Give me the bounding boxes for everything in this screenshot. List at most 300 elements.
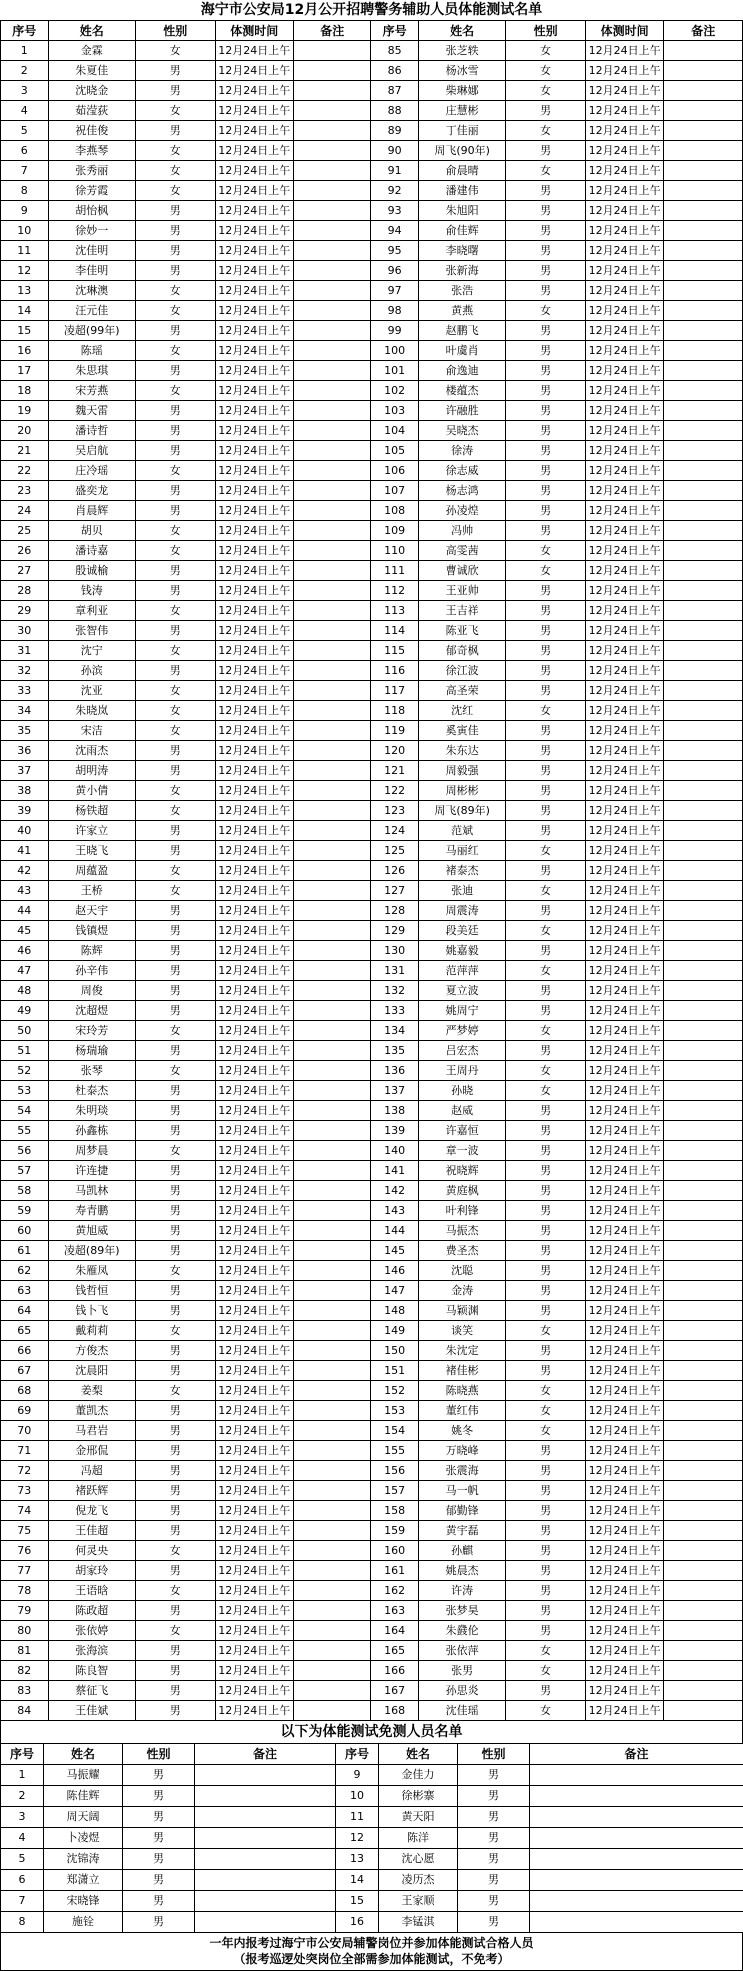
name-cell: 马振杰 — [418, 1221, 505, 1241]
remark-cell — [664, 521, 743, 541]
test-time-cell: 12月24日上午 — [215, 1121, 294, 1141]
name-cell: 陈瑶 — [48, 341, 135, 361]
table-row — [1, 861, 743, 881]
seq-cell: 92 — [371, 181, 419, 201]
test-time-cell: 12月24日上午 — [215, 181, 294, 201]
header-cell: 备注 — [530, 1744, 743, 1765]
remark-cell — [294, 1641, 371, 1661]
test-time-cell: 12月24日上午 — [585, 101, 664, 121]
name-cell: 谈笑 — [418, 1321, 505, 1341]
name-cell: 金霖 — [48, 41, 135, 61]
gender-cell: 男 — [506, 621, 586, 641]
gender-cell: 男 — [506, 281, 586, 301]
seq-cell: 149 — [371, 1321, 419, 1341]
remark-cell — [664, 581, 743, 601]
table-row — [1, 1661, 743, 1681]
seq-cell: 111 — [371, 561, 419, 581]
seq-cell: 57 — [1, 1161, 49, 1181]
name-cell: 沈心愿 — [379, 1849, 458, 1870]
seq-cell: 87 — [371, 81, 419, 101]
test-time-cell: 12月24日上午 — [215, 841, 294, 861]
remark-cell — [664, 281, 743, 301]
name-cell: 张芝轶 — [418, 41, 505, 61]
table-row — [1, 261, 743, 281]
name-cell: 何灵央 — [48, 1541, 135, 1561]
name-cell: 沈雨杰 — [48, 741, 135, 761]
seq-cell: 35 — [1, 721, 49, 741]
name-cell: 金佳力 — [379, 1765, 458, 1786]
test-time-cell: 12月24日上午 — [215, 1361, 294, 1381]
remark-cell — [664, 801, 743, 821]
seq-cell: 163 — [371, 1601, 419, 1621]
seq-cell: 80 — [1, 1621, 49, 1641]
table-row — [1, 1261, 743, 1281]
seq-cell: 15 — [336, 1891, 379, 1912]
gender-cell: 男 — [135, 61, 215, 81]
name-cell: 孙滨 — [48, 661, 135, 681]
gender-cell: 女 — [135, 341, 215, 361]
name-cell: 孙思炎 — [418, 1681, 505, 1701]
remark-cell — [294, 341, 371, 361]
remark-cell — [294, 501, 371, 521]
test-time-cell: 12月24日上午 — [215, 1541, 294, 1561]
gender-cell: 男 — [135, 1301, 215, 1321]
exempt-row — [1, 1870, 743, 1891]
remark-cell — [294, 661, 371, 681]
remark-cell — [294, 141, 371, 161]
table-row — [1, 1221, 743, 1241]
name-cell: 褚泰杰 — [418, 861, 505, 881]
name-cell: 俞佳辉 — [418, 221, 505, 241]
remark-cell — [195, 1912, 336, 1933]
name-cell: 胡明涛 — [48, 761, 135, 781]
seq-cell: 119 — [371, 721, 419, 741]
name-cell: 万晓峰 — [418, 1441, 505, 1461]
name-cell: 叶利锋 — [418, 1201, 505, 1221]
seq-cell: 12 — [1, 261, 49, 281]
remark-cell — [664, 501, 743, 521]
table-row — [1, 421, 743, 441]
name-cell: 魏天雷 — [48, 401, 135, 421]
test-time-cell: 12月24日上午 — [585, 741, 664, 761]
table-row — [1, 941, 743, 961]
test-time-cell: 12月24日上午 — [215, 61, 294, 81]
test-time-cell: 12月24日上午 — [215, 381, 294, 401]
seq-cell: 8 — [1, 181, 49, 201]
remark-cell — [664, 1001, 743, 1021]
gender-cell: 男 — [506, 421, 586, 441]
seq-cell: 122 — [371, 781, 419, 801]
remark-cell — [294, 1141, 371, 1161]
test-time-cell: 12月24日上午 — [215, 1281, 294, 1301]
gender-cell: 男 — [135, 1281, 215, 1301]
test-time-cell: 12月24日上午 — [215, 601, 294, 621]
table-row — [1, 221, 743, 241]
gender-cell: 男 — [135, 1701, 215, 1721]
remark-cell — [294, 81, 371, 101]
exempt-table — [0, 1743, 743, 1933]
name-cell: 沈琳澳 — [48, 281, 135, 301]
table-row — [1, 541, 743, 561]
table-row — [1, 1161, 743, 1181]
seq-cell: 1 — [1, 1765, 44, 1786]
name-cell: 李锰淇 — [379, 1912, 458, 1933]
seq-cell: 161 — [371, 1561, 419, 1581]
name-cell: 许连捷 — [48, 1161, 135, 1181]
remark-cell — [294, 1341, 371, 1361]
table-row — [1, 461, 743, 481]
gender-cell: 女 — [506, 1321, 586, 1341]
remark-cell — [664, 661, 743, 681]
test-time-cell: 12月24日上午 — [215, 561, 294, 581]
header-cell: 体测时间 — [585, 21, 664, 41]
gender-cell: 男 — [135, 241, 215, 261]
remark-cell — [664, 1101, 743, 1121]
name-cell: 郁奇枫 — [418, 641, 505, 661]
name-cell: 金邢侃 — [48, 1441, 135, 1461]
name-cell: 陈洋 — [379, 1828, 458, 1849]
remark-cell — [664, 621, 743, 641]
test-time-cell: 12月24日上午 — [585, 1561, 664, 1581]
gender-cell: 男 — [135, 1361, 215, 1381]
name-cell: 杨瑞瑜 — [48, 1041, 135, 1061]
name-cell: 叶虞肖 — [418, 341, 505, 361]
name-cell: 潘建伟 — [418, 181, 505, 201]
gender-cell: 男 — [506, 1041, 586, 1061]
seq-cell: 77 — [1, 1561, 49, 1581]
name-cell: 周梦晨 — [48, 1141, 135, 1161]
remark-cell — [294, 521, 371, 541]
test-time-cell: 12月24日上午 — [585, 1061, 664, 1081]
remark-cell — [664, 161, 743, 181]
seq-cell: 154 — [371, 1421, 419, 1441]
remark-cell — [294, 1321, 371, 1341]
remark-cell — [294, 681, 371, 701]
seq-cell: 123 — [371, 801, 419, 821]
name-cell: 陈佳辉 — [44, 1786, 123, 1807]
name-cell: 王周丹 — [418, 1061, 505, 1081]
table-row — [1, 1461, 743, 1481]
table-row — [1, 1421, 743, 1441]
name-cell: 徐妙一 — [48, 221, 135, 241]
remark-cell — [294, 841, 371, 861]
test-time-cell: 12月24日上午 — [585, 561, 664, 581]
gender-cell: 男 — [135, 1421, 215, 1441]
seq-cell: 108 — [371, 501, 419, 521]
gender-cell: 女 — [506, 1701, 586, 1721]
seq-cell: 88 — [371, 101, 419, 121]
gender-cell: 男 — [135, 921, 215, 941]
table-row — [1, 381, 743, 401]
gender-cell: 男 — [135, 1001, 215, 1021]
test-time-cell: 12月24日上午 — [585, 1421, 664, 1441]
remark-cell — [664, 121, 743, 141]
name-cell: 董凯杰 — [48, 1401, 135, 1421]
gender-cell: 女 — [506, 1381, 586, 1401]
test-time-cell: 12月24日上午 — [215, 1501, 294, 1521]
gender-cell: 男 — [506, 681, 586, 701]
test-time-cell: 12月24日上午 — [585, 961, 664, 981]
name-cell: 徐江波 — [418, 661, 505, 681]
test-time-cell: 12月24日上午 — [215, 281, 294, 301]
seq-cell: 5 — [1, 1849, 44, 1870]
seq-cell: 98 — [371, 301, 419, 321]
table-row — [1, 1201, 743, 1221]
gender-cell: 女 — [135, 1381, 215, 1401]
remark-cell — [294, 821, 371, 841]
seq-cell: 45 — [1, 921, 49, 941]
gender-cell: 男 — [135, 1221, 215, 1241]
remark-cell — [664, 1381, 743, 1401]
gender-cell: 女 — [135, 1141, 215, 1161]
remark-cell — [294, 861, 371, 881]
gender-cell: 女 — [135, 281, 215, 301]
name-cell: 郁勤锋 — [418, 1501, 505, 1521]
remark-cell — [294, 1401, 371, 1421]
name-cell: 殷诚榆 — [48, 561, 135, 581]
seq-cell: 2 — [1, 61, 49, 81]
name-cell: 马凯林 — [48, 1181, 135, 1201]
name-cell: 杨冰雪 — [418, 61, 505, 81]
seq-cell: 117 — [371, 681, 419, 701]
test-time-cell: 12月24日上午 — [585, 1341, 664, 1361]
remark-cell — [294, 421, 371, 441]
name-cell: 黄燕 — [418, 301, 505, 321]
name-cell: 曹诚欣 — [418, 561, 505, 581]
remark-cell — [664, 1401, 743, 1421]
gender-cell: 男 — [135, 1241, 215, 1261]
gender-cell: 男 — [135, 1481, 215, 1501]
test-time-cell: 12月24日上午 — [585, 721, 664, 741]
seq-cell: 28 — [1, 581, 49, 601]
table-row — [1, 321, 743, 341]
test-time-cell: 12月24日上午 — [215, 1641, 294, 1661]
seq-cell: 54 — [1, 1101, 49, 1121]
test-time-cell: 12月24日上午 — [585, 521, 664, 541]
test-time-cell: 12月24日上午 — [585, 441, 664, 461]
table-row — [1, 1621, 743, 1641]
test-time-cell: 12月24日上午 — [585, 941, 664, 961]
seq-cell: 61 — [1, 1241, 49, 1261]
seq-cell: 38 — [1, 781, 49, 801]
remark-cell — [664, 381, 743, 401]
gender-cell: 女 — [506, 1641, 586, 1661]
gender-cell: 女 — [506, 161, 586, 181]
remark-cell — [294, 201, 371, 221]
remark-cell — [664, 1021, 743, 1041]
table-row — [1, 741, 743, 761]
gender-cell: 女 — [135, 1021, 215, 1041]
header-cell: 备注 — [664, 21, 743, 41]
name-cell: 楼蕴杰 — [418, 381, 505, 401]
exempt-row — [1, 1765, 743, 1786]
test-time-cell: 12月24日上午 — [215, 141, 294, 161]
name-cell: 沈聪 — [418, 1261, 505, 1281]
name-cell: 宋洁 — [48, 721, 135, 741]
name-cell: 李燕琴 — [48, 141, 135, 161]
seq-cell: 85 — [371, 41, 419, 61]
gender-cell: 男 — [135, 481, 215, 501]
table-row — [1, 1501, 743, 1521]
gender-cell: 男 — [506, 1341, 586, 1361]
fitness-test-table — [0, 20, 743, 1721]
test-time-cell: 12月24日上午 — [215, 81, 294, 101]
test-time-cell: 12月24日上午 — [585, 421, 664, 441]
gender-cell: 女 — [506, 301, 586, 321]
gender-cell: 男 — [135, 201, 215, 221]
gender-cell: 女 — [506, 1061, 586, 1081]
seq-cell: 30 — [1, 621, 49, 641]
remark-cell — [664, 821, 743, 841]
test-time-cell: 12月24日上午 — [215, 1261, 294, 1281]
seq-cell: 5 — [1, 121, 49, 141]
gender-cell: 男 — [506, 1141, 586, 1161]
name-cell: 褚佳彬 — [418, 1361, 505, 1381]
name-cell: 张依婷 — [48, 1621, 135, 1641]
test-time-cell: 12月24日上午 — [215, 1521, 294, 1541]
test-time-cell: 12月24日上午 — [585, 921, 664, 941]
gender-cell: 男 — [135, 981, 215, 1001]
seq-cell: 133 — [371, 1001, 419, 1021]
test-time-cell: 12月24日上午 — [215, 1221, 294, 1241]
seq-cell: 82 — [1, 1661, 49, 1681]
gender-cell: 女 — [135, 541, 215, 561]
seq-cell: 132 — [371, 981, 419, 1001]
remark-cell — [195, 1765, 336, 1786]
table-row — [1, 401, 743, 421]
remark-cell — [664, 641, 743, 661]
name-cell: 黄宇磊 — [418, 1521, 505, 1541]
name-cell: 王亚帅 — [418, 581, 505, 601]
remark-cell — [664, 361, 743, 381]
remark-cell — [294, 541, 371, 561]
remark-cell — [664, 1301, 743, 1321]
gender-cell: 女 — [135, 641, 215, 661]
test-time-cell: 12月24日上午 — [215, 881, 294, 901]
remark-cell — [294, 561, 371, 581]
remark-cell — [294, 1261, 371, 1281]
test-time-cell: 12月24日上午 — [215, 1601, 294, 1621]
remark-cell — [294, 781, 371, 801]
seq-cell: 136 — [371, 1061, 419, 1081]
test-time-cell: 12月24日上午 — [585, 461, 664, 481]
name-cell: 王晓飞 — [48, 841, 135, 861]
remark-cell — [294, 581, 371, 601]
seq-cell: 86 — [371, 61, 419, 81]
seq-cell: 71 — [1, 1441, 49, 1461]
remark-cell — [294, 601, 371, 621]
remark-cell — [664, 1201, 743, 1221]
remark-cell — [294, 1201, 371, 1221]
seq-cell: 146 — [371, 1261, 419, 1281]
seq-cell: 3 — [1, 1807, 44, 1828]
test-time-cell: 12月24日上午 — [215, 401, 294, 421]
remark-cell — [294, 1121, 371, 1141]
name-cell: 严梦婷 — [418, 1021, 505, 1041]
seq-cell: 8 — [1, 1912, 44, 1933]
seq-cell: 81 — [1, 1641, 49, 1661]
gender-cell: 男 — [135, 1561, 215, 1581]
remark-cell — [664, 61, 743, 81]
seq-cell: 115 — [371, 641, 419, 661]
seq-cell: 130 — [371, 941, 419, 961]
seq-cell: 11 — [1, 241, 49, 261]
name-cell: 周彬彬 — [418, 781, 505, 801]
name-cell: 方俊杰 — [48, 1341, 135, 1361]
remark-cell — [664, 1581, 743, 1601]
table-row — [1, 781, 743, 801]
name-cell: 朱沈定 — [418, 1341, 505, 1361]
seq-cell: 1 — [1, 41, 49, 61]
test-time-cell: 12月24日上午 — [215, 41, 294, 61]
test-time-cell: 12月24日上午 — [215, 1301, 294, 1321]
test-time-cell: 12月24日上午 — [585, 801, 664, 821]
gender-cell: 男 — [506, 601, 586, 621]
remark-cell — [294, 1661, 371, 1681]
seq-cell: 6 — [1, 141, 49, 161]
remark-cell — [664, 1421, 743, 1441]
seq-cell: 140 — [371, 1141, 419, 1161]
header-cell: 姓名 — [418, 21, 505, 41]
name-cell: 徐彬寨 — [379, 1786, 458, 1807]
remark-cell — [664, 1341, 743, 1361]
remark-cell — [664, 901, 743, 921]
test-time-cell: 12月24日上午 — [585, 61, 664, 81]
test-time-cell: 12月24日上午 — [215, 1021, 294, 1041]
seq-cell: 6 — [1, 1870, 44, 1891]
name-cell: 张迪 — [418, 881, 505, 901]
gender-cell: 男 — [123, 1765, 195, 1786]
table-row — [1, 121, 743, 141]
seq-cell: 12 — [336, 1828, 379, 1849]
test-time-cell: 12月24日上午 — [585, 1321, 664, 1341]
gender-cell: 男 — [506, 1541, 586, 1561]
seq-cell: 105 — [371, 441, 419, 461]
test-time-cell: 12月24日上午 — [585, 701, 664, 721]
table-row — [1, 501, 743, 521]
seq-cell: 59 — [1, 1201, 49, 1221]
test-time-cell: 12月24日上午 — [215, 121, 294, 141]
test-time-cell: 12月24日上午 — [585, 601, 664, 621]
table-row — [1, 721, 743, 741]
test-time-cell: 12月24日上午 — [215, 1481, 294, 1501]
remark-cell — [664, 321, 743, 341]
table-row — [1, 1401, 743, 1421]
test-time-cell: 12月24日上午 — [585, 1161, 664, 1181]
name-cell: 赵天宇 — [48, 901, 135, 921]
test-time-cell: 12月24日上午 — [215, 781, 294, 801]
test-time-cell: 12月24日上午 — [215, 761, 294, 781]
name-cell: 俞逸迪 — [418, 361, 505, 381]
gender-cell: 男 — [135, 221, 215, 241]
name-cell: 陈良智 — [48, 1661, 135, 1681]
seq-cell: 31 — [1, 641, 49, 661]
page-title: 海宁市公安局12月公开招聘警务辅助人员体能测试名单 — [0, 0, 743, 20]
name-cell: 冯超 — [48, 1461, 135, 1481]
name-cell: 马颖渊 — [418, 1301, 505, 1321]
test-time-cell: 12月24日上午 — [215, 361, 294, 381]
gender-cell: 男 — [506, 741, 586, 761]
seq-cell: 7 — [1, 161, 49, 181]
table-row — [1, 1481, 743, 1501]
remark-cell — [530, 1807, 743, 1828]
table-row — [1, 1581, 743, 1601]
header-cell: 序号 — [371, 21, 419, 41]
seq-cell: 68 — [1, 1381, 49, 1401]
gender-cell: 女 — [135, 101, 215, 121]
gender-cell: 男 — [506, 101, 586, 121]
header-cell: 性别 — [123, 1744, 195, 1765]
